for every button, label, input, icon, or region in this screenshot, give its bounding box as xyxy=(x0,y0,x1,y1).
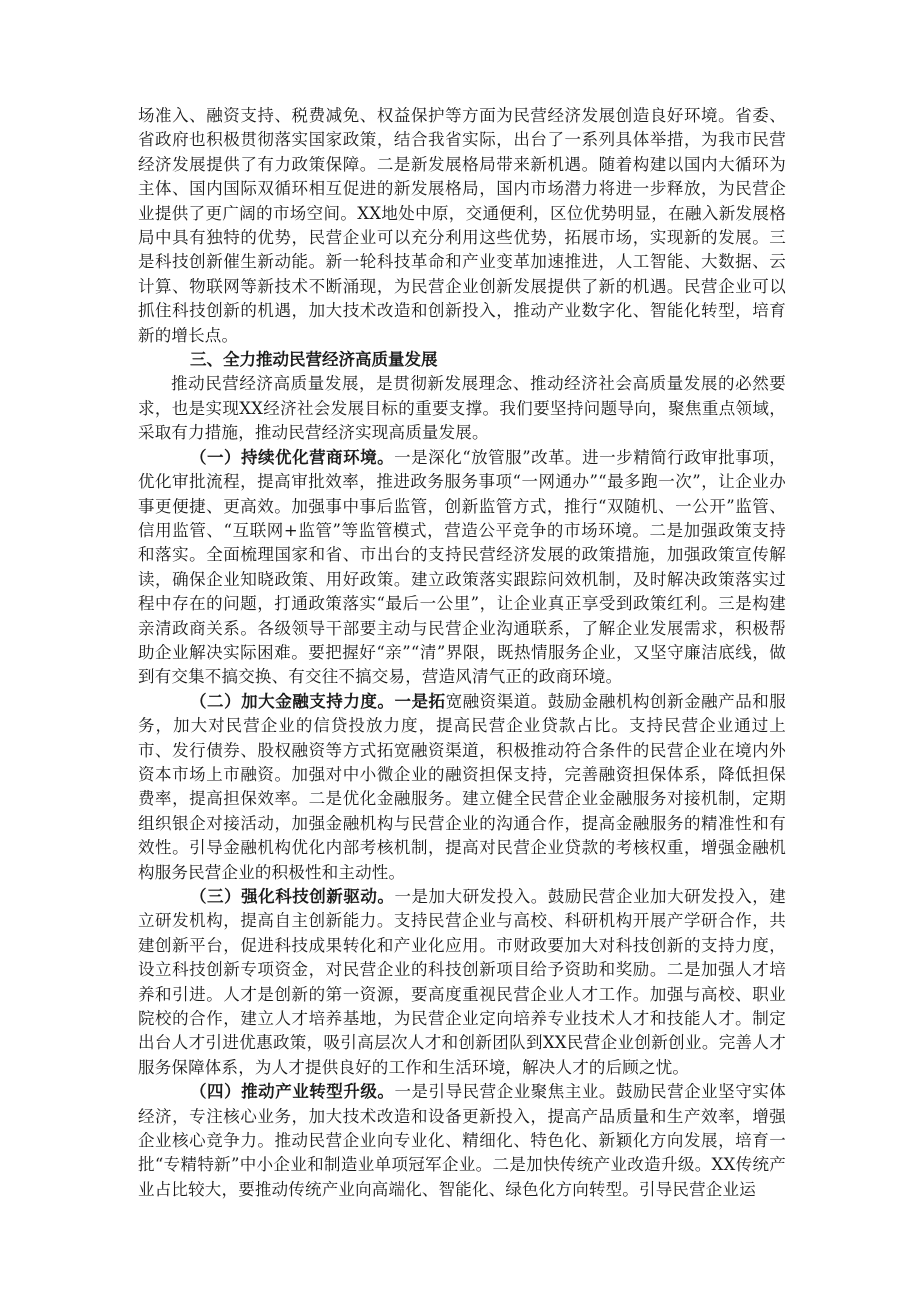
subsection-4-title: （四）推动产业转型升级。 xyxy=(190,1082,395,1102)
subsection-3-body: 一是加大研发投入。鼓励民营企业加大研发投入，建立研发机构，提高自主创新能力。支持民营企业与高校、科研机构开展产学研合作，共建创新平台，促进科技成果转化和产业化应用。市财政要加大对科技创新的支持力度，设立科技创新专项资金，对民营企业的科技创新项目给予资助和奖励。二是加强人才培养和引进。人才是创新的第一资源，要高度重视民营企业人才工作。加强与高校、职业院校的合作，建立人才培养基地，为民营企业定向培养专业技术人才和技能人才。制定出台人才引进优惠政策，吸引高层次人才和创新团队到XX民营企业创新创业。完善人才服务保障体系，为人才提供良好的工作和生活环境，解决人才的后顾之忧。 xyxy=(138,887,786,1077)
subsection-2-title: （二）加大金融支持力度。一是拓 xyxy=(190,691,446,711)
subsection-1-paragraph xyxy=(138,446,786,690)
subsection-2-body: 宽融资渠道。鼓励金融机构创新金融产品和服务，加大对民营企业的信贷投放力度，提高民营企业贷款占比。支持民营企业通过上市、发行债券、股权融资等方式拓宽融资渠道，积极推动符合条件的民营企业在境内外资本市场上市融资。加强对中小微企业的融资担保支持，完善融资担保体系，降低担保费率，提高担保效率。二是优化金融服务。建立健全民营企业金融服务对接机制，定期组织银企对接活动，加强金融机构与民营企业的沟通合作，提高金融服务的精准性和有效性。引导金融机构优化内部考核机制，提高对民营企业贷款的考核权重，增强金融机构服务民营企业的积极性和主动性。 xyxy=(138,691,787,882)
subsection-3-paragraph xyxy=(138,885,786,1080)
section-3-heading: 三、全力推动民营经济高质量发展 xyxy=(190,350,438,370)
subsection-1-title: （一）持续优化营商环境。 xyxy=(190,447,395,467)
subsection-4-body: 一是引导民营企业聚焦主业。鼓励民营企业坚守实体经济，专注核心业务，加大技术改造和设备更新投入，提高产品质量和生产效率，增强企业核心竞争力。推动民营企业向专业化、精细化、特色化、新颖化方向发展，培育一批“专精特新”中小企业和制造业单项冠军企业。二是加快传统产业改造升级。XX传统产业占比较大，要推动传统产业向高端化、智能化、绿色化方向转型。引导民营企业运 xyxy=(138,1082,786,1199)
document-page xyxy=(138,104,786,1202)
paragraph-section-3-intro: 推动民营经济高质量发展，是贯彻新发展理念、推动经济社会高质量发展的必然要求，也是实现XX经济社会发展目标的重要支撑。我们要坚持问题导向，聚焦重点领域，采取有力措施，推动民营经济实现高质量发展。 xyxy=(138,374,786,443)
subsection-3-title: （三）强化科技创新驱动。 xyxy=(190,887,395,906)
paragraph-opportunities: 场准入、融资支持、税费减免、权益保护等方面为民营经济发展创造良好环境。省委、省政府也积极贯彻落实国家政策，结合我省实际，出台了一系列具体举措，为我市民营经济发展提供了有力政策保障。二是新发展格局带来新机遇。随着构建以国内大循环为主体、国内国际双循环相互促进的新发展格局，国内市场潜力将进一步释放，为民营企业提供了更广阔的市场空间。XX地处中原，交通便利，区位优势明显，在融入新发展格局中具有独特的优势，民营企业可以充分利用这些优势，拓展市场，实现新的发展。三是科技创新催生新动能。新一轮科技革命和产业变革加速推进，人工智能、大数据、云计算、物联网等新技术不断涌现，为民营企业创新发展提供了新的机遇。民营企业可以抓住科技创新的机遇，加大技术改造和创新投入，推动产业数字化、智能化转型，培育新的增长点。 xyxy=(138,106,786,345)
subsection-2-paragraph xyxy=(138,690,786,885)
subsection-1-body: 一是深化“放管服”改革。进一步精简行政审批事项，优化审批流程，提高审批效率，推进政务服务事项“一网通办”“最多跑一次”，让企业办事更便捷、更高效。加强事中事后监管，创新监管方式，推行“双随机、一公开”监管、信用监管、“互联网+监管”等监管模式，营造公平竞争的市场环境。二是加强政策支持和落实。全面梳理国家和省、市出台的支持民营经济发展的政策措施，加强政策宣传解读，确保企业知晓政策、用好政策。建立政策落实跟踪问效机制，及时解决政策落实过程中存在的问题，打通政策落实“最后一公里”，让企业真正享受到政策红利。三是构建亲清政商关系。各级领导干部要主动与民营企业沟通联系，了解企业发展需求，积极帮助企业解决实际困难。要把握好“亲”“清”界限，既热情服务企业，又坚守廉洁底线，做到有交集不搞交换、有交往不搞交易，营造风清气正的政商环境。 xyxy=(138,447,787,687)
subsection-4-paragraph xyxy=(138,1080,786,1202)
